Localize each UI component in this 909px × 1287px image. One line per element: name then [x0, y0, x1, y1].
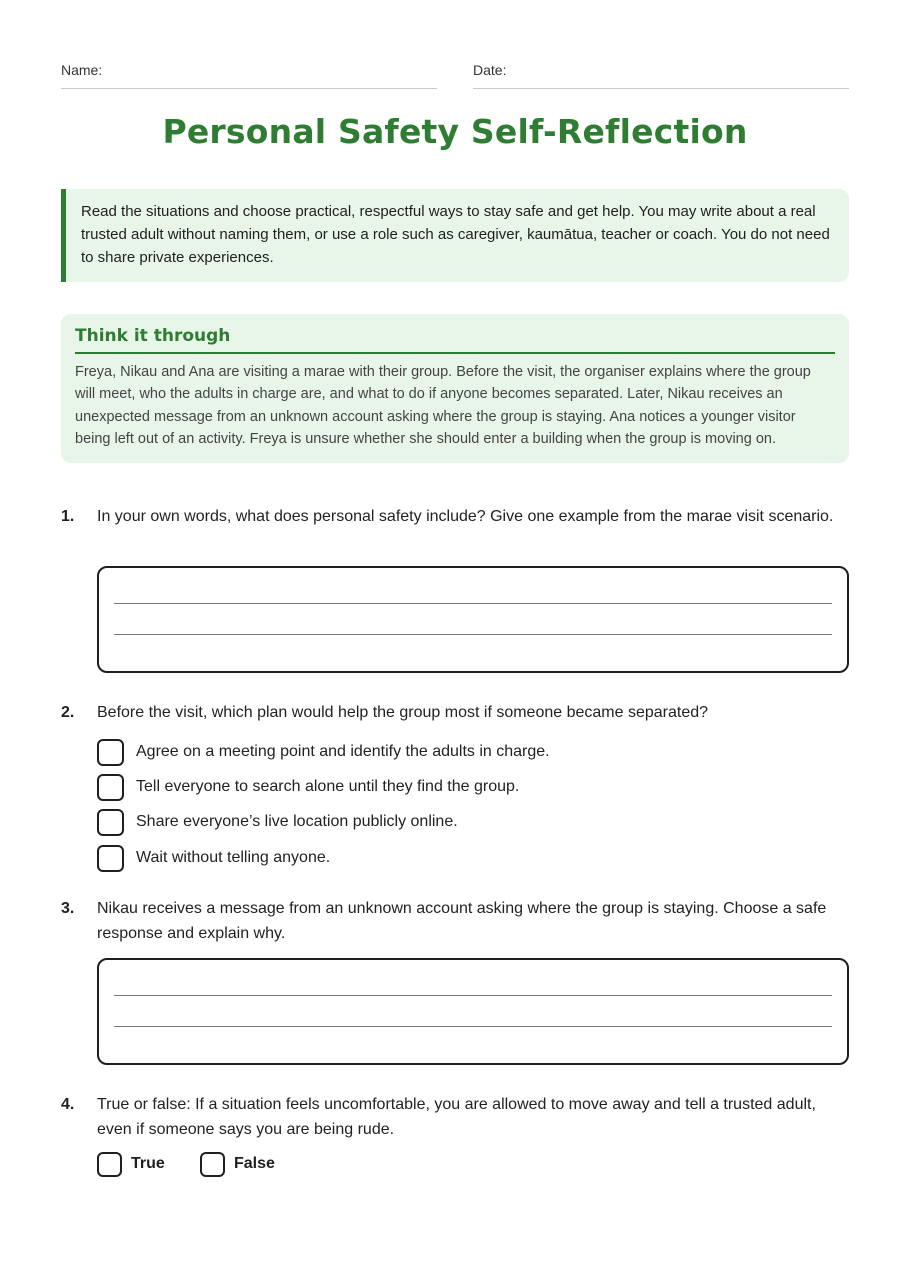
- question-number: 2.: [61, 704, 75, 721]
- question-text: Before the visit, which plan would help the group most if someone became separated?: [97, 704, 709, 721]
- option-label: Share everyone’s live location publicly online.: [136, 813, 458, 830]
- option-label: Wait without telling anyone.: [136, 849, 331, 866]
- instructions-text: Read the situations and choose practical, respectful ways to stay safe and get help. You may write about a real trusted adult without naming them, or use a role such as caregiver, kaumātua, teacher or coach. You do not need to share private experiences.: [81, 203, 830, 266]
- name-field[interactable]: [61, 62, 437, 89]
- date-label: Date:: [473, 62, 507, 78]
- name-label: Name:: [61, 62, 103, 78]
- option-label: True: [131, 1155, 165, 1172]
- option-wait[interactable]: [97, 845, 797, 873]
- option-label: False: [234, 1155, 275, 1172]
- answer-line: [114, 995, 832, 996]
- checkbox[interactable]: [97, 739, 124, 766]
- answer-line: [114, 634, 832, 635]
- option-meeting-point[interactable]: [97, 739, 797, 767]
- answer-line: [114, 603, 832, 604]
- page-title: Personal Safety Self-Reflection: [162, 112, 748, 151]
- checkbox[interactable]: [200, 1152, 225, 1177]
- question-number: 1.: [61, 508, 75, 525]
- option-label: Agree on a meeting point and identify the adults in charge.: [136, 743, 550, 760]
- scenario-panel: [61, 314, 849, 463]
- question-1: [61, 504, 849, 529]
- option-share-location[interactable]: [97, 809, 797, 837]
- answer-box-1[interactable]: [97, 566, 849, 673]
- instructions-panel: [61, 189, 849, 282]
- question-3: [61, 896, 849, 946]
- question-text: Nikau receives a message from an unknown account asking where the group is staying. Choose a safe response and explain why.: [97, 900, 827, 942]
- student-info-row: [61, 62, 849, 88]
- scenario-text: Freya, Nikau and Ana are visiting a marae with their group. Before the visit, the organiser explains where the group will meet, who the adults in charge are, and what to do if anyone becomes separated. Later, Nikau receives an unexpected message from an unknown account asking where the group is staying. Ana notices a younger visitor being left out of an activity. Freya is unsure whether she should enter a building when the group is moving on.: [75, 364, 811, 447]
- checkbox[interactable]: [97, 774, 124, 801]
- date-field[interactable]: [473, 62, 849, 89]
- question-4: [61, 1092, 849, 1172]
- checkbox[interactable]: [97, 1152, 122, 1177]
- scenario-heading: Think it through: [75, 326, 835, 354]
- answer-box-3[interactable]: [97, 958, 849, 1065]
- option-label: Tell everyone to search alone until they find the group.: [136, 778, 520, 795]
- answer-line: [114, 1026, 832, 1027]
- question-text: True or false: If a situation feels uncomfortable, you are allowed to move away and tell a trusted adult, even if someone says you are being rude.: [97, 1096, 816, 1138]
- question-number: 3.: [61, 900, 75, 917]
- question-number: 4.: [61, 1096, 75, 1113]
- question-2: [61, 700, 849, 866]
- option-search-alone[interactable]: [97, 774, 797, 802]
- question-text: In your own words, what does personal safety include? Give one example from the marae visit scenario.: [97, 508, 834, 525]
- checkbox[interactable]: [97, 809, 124, 836]
- checkbox[interactable]: [97, 845, 124, 872]
